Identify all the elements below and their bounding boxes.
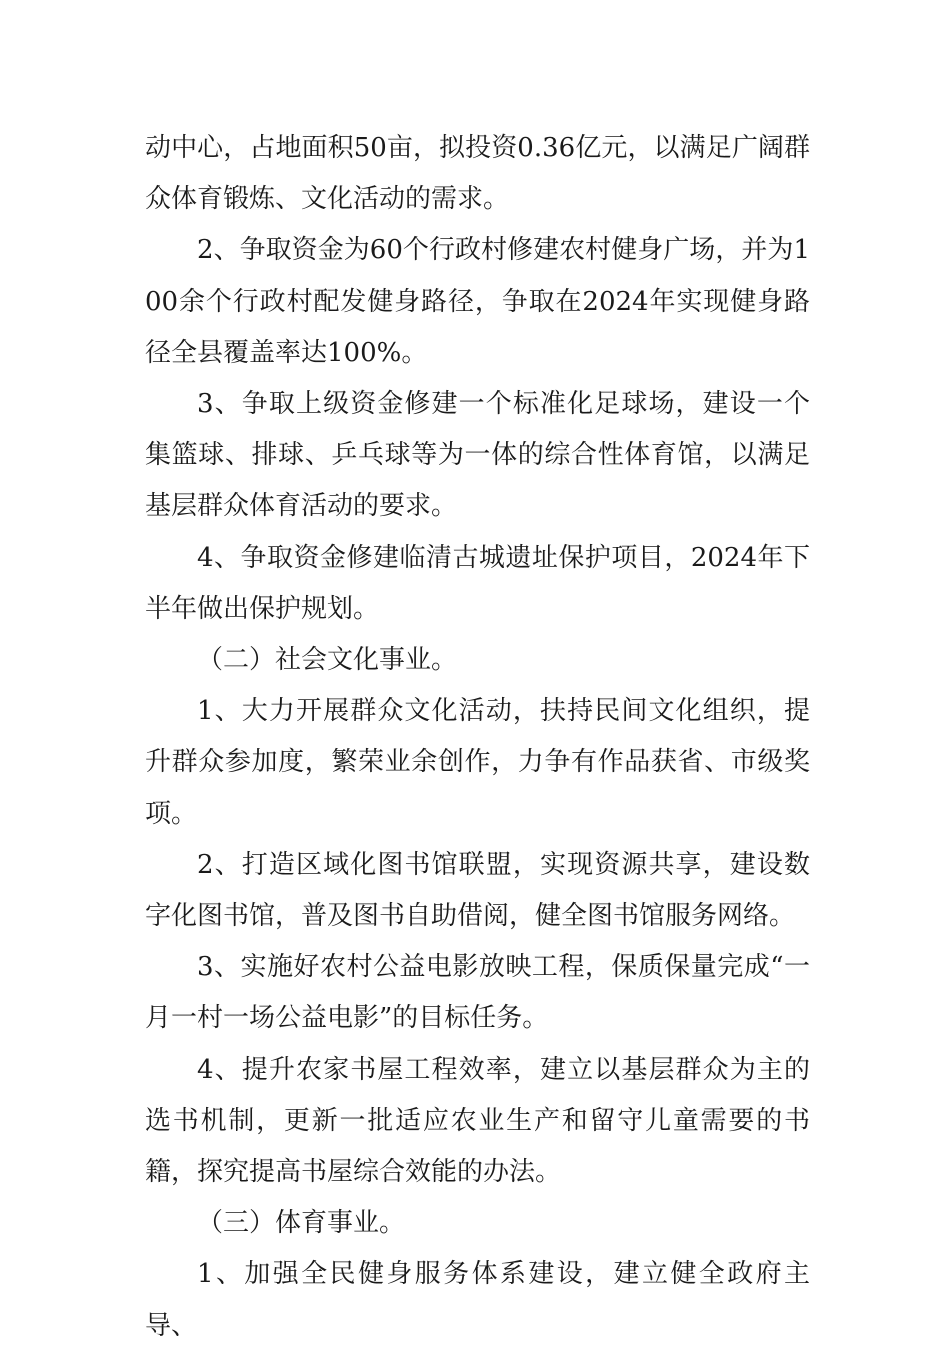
paragraph-sports-item-1: 1、加强全民健身服务体系建设，建立健全政府主导、: [145, 1259, 810, 1341]
paragraph-culture-item-2: 2、打造区域化图书馆联盟，实现资源共享，建设数字化图书馆，普及图书自助借阅，健全图书馆服务网络。: [145, 849, 810, 932]
section-heading-social-culture: （二）社会文化事业。: [197, 645, 458, 676]
paragraph-item-4-ancient-city: 4、争取资金修建临清古城遗址保护项目，2024年下半年做出保护规划。: [145, 542, 810, 624]
paragraph-continuation: 动中心，占地面积50亩，拟投资0.36亿元，以满足广阔群众体育锻炼、文化活动的需求。: [145, 133, 810, 215]
paragraph-culture-item-3: 3、实施好农村公益电影放映工程，保质保量完成“一月一村一场公益电影”的目标任务。: [145, 952, 810, 1034]
document-body: [145, 123, 810, 1352]
section-heading-sports: （三）体育事业。: [197, 1208, 406, 1239]
paragraph-item-2-fitness-squares: 2、争取资金为60个行政村修建农村健身广场，并为100余个行政村配发健身路径，争取在2024年实现健身路径全县覆盖率达100%。: [145, 235, 810, 368]
paragraph-culture-item-4: 4、提升农家书屋工程效率，建立以基层群众为主的选书机制，更新一批适应农业生产和留守儿童需要的书籍，探究提高书屋综合效能的办法。: [145, 1054, 810, 1188]
paragraph-item-3-football-field: 3、争取上级资金修建一个标准化足球场，建设一个集篮球、排球、乒乓球等为一体的综合性体育馆，以满足基层群众体育活动的要求。: [145, 389, 810, 522]
paragraph-culture-item-1: 1、大力开展群众文化活动，扶持民间文化组织，提升群众参加度，繁荣业余创作，力争有作品获省、市级奖项。: [145, 696, 810, 829]
